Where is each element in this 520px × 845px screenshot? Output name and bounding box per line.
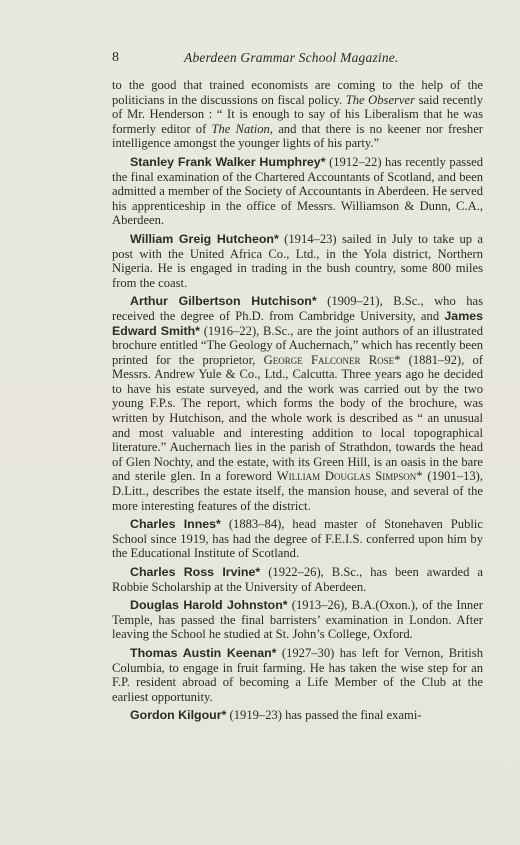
text-run: said recently of Mr. Henderson : “ It is enough to say of his Liberalism that he was formerly editor of <box>112 92 484 136</box>
person-name: Thomas Austin Keenan* <box>130 645 277 660</box>
article-body <box>112 78 483 727</box>
publication-title: The Nation, <box>211 121 273 136</box>
paragraph-continuation <box>112 78 483 151</box>
person-name: Charles Innes* <box>130 517 221 532</box>
paragraph-irvine <box>112 565 483 594</box>
running-title: Aberdeen Grammar School Magazine. <box>184 50 399 65</box>
text-run: (1912–22) has recently passed the final examination of the Chartered Accountants of Scotland, and been admitted a member of the Society of Accountants in Aberdeen. He served his apprenticeship in the office of Messrs. Williamson & Dunn, C.A., Aberdeen. <box>112 154 483 228</box>
text-run: to the good that trained economists are coming to the help of the politicians in the discussions on fiscal policy. <box>112 78 483 107</box>
text-run: (1919–23) has passed the final exami- <box>229 708 422 723</box>
person-name: James Edward Smith* <box>112 308 483 338</box>
paragraph-hutcheon <box>112 232 483 290</box>
person-name: Gordon Kilgour* <box>130 708 227 723</box>
text-run: (1916–22), B.Sc., are the joint authors of an illustrated brochure entitled “The Geology of Auchernach,” which has recently been printed for the proprietor, <box>112 323 484 367</box>
person-name: Arthur Gilbertson Hutchison* <box>130 294 317 309</box>
text-run: (1881–92), of Messrs. Andrew Yule & Co., Ltd., Calcutta. Three years ago he decided to have his estate surveyed, and the work was carried out by the two young F.P.s. The report, which forms the body of the brochure, was written by Hutchison, and the whole work is described as “ an unusual and most valuable and interesting addition to local topographical literature.” Auchernach lies in the parish of Strathdon, towards the head of Glen Nochty, and the estate, with its Green Hill, is an oasis in the bare and sterile glen. In a foreword <box>112 352 483 484</box>
person-name: Douglas Harold Johnston* <box>130 598 288 613</box>
paragraph-johnston <box>112 598 483 642</box>
paragraph-humphrey <box>112 155 483 228</box>
text-run: (1909–21), B.Sc., who has received the degree of Ph.D. from Cambridge University, and <box>112 294 483 323</box>
page-header <box>112 50 482 70</box>
page-number: 8 <box>112 50 119 65</box>
text-run: (1883–84), head master of Stonehaven Public School since 1919, has had the degree of F.E.I.S. conferred upon him by the Educational Institute of Scotland. <box>112 517 483 561</box>
person-name: Charles Ross Irvine* <box>130 565 261 579</box>
text-run: (1914–23) sailed in July to take up a post with the United Africa Co., Ltd., in the Yola district, Northern Nigeria. He is engaged in trading in the bush country, some 800 miles from the coast. <box>112 231 484 290</box>
text-run: and that there is no keener nor fresher intelligence amongst the younger lights of his party.” <box>112 121 483 151</box>
text-run: (1927–30) has left for Vernon, British Columbia, to engage in fruit farming. He has taken the wise step for an F.P. resident abroad of becoming a Life Member of the Club at the earliest opportunity. <box>112 645 484 704</box>
paragraph-keenan <box>112 646 483 704</box>
paragraph-innes <box>112 517 483 561</box>
person-name-small-caps: George Falconer Rose* <box>263 352 401 367</box>
publication-title: The Observer <box>345 92 416 107</box>
person-name: Stanley Frank Walker Humphrey* <box>130 154 326 169</box>
paragraph-kilgour <box>112 708 483 723</box>
text-run: (1901–13), D.Litt., describes the estate itself, the mansion house, and several of the more interesting features of the district. <box>112 469 484 513</box>
person-name: William Greig Hutcheon* <box>130 231 279 246</box>
text-run: (1913–26), B.A.(Oxon.), of the Inner Temple, has passed the final barristers’ examination in London. After leaving the School he studied at St. John’s College, Oxford. <box>112 598 483 642</box>
person-name-small-caps: William Douglas Simpson* <box>276 469 423 484</box>
paragraph-hutchison <box>112 294 483 513</box>
text-run: (1922–26), B.Sc., has been awarded a Robbie Scholarship at the University of Aberdeen. <box>112 565 483 594</box>
